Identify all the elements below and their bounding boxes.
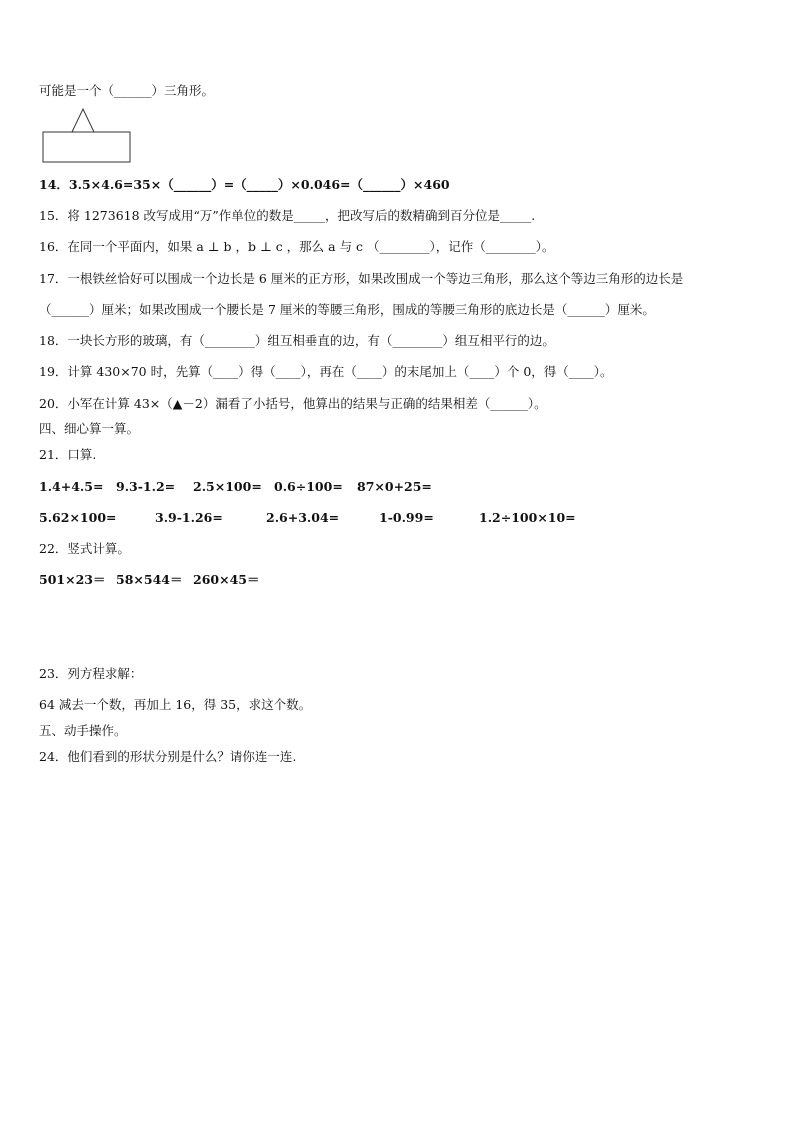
figure-rectangle [43, 132, 130, 162]
section-5-heading: 五、动手操作。 [39, 723, 127, 738]
question-14: 14．3.5×4.6=35×（______）=（_____）×0.046=（______）×460 [39, 177, 450, 192]
question-22: 22．竖式计算。 [39, 541, 130, 556]
oral-calc-item: 1-0.99= [379, 510, 434, 525]
oral-calc-item: 5.62×100= [39, 510, 117, 525]
question-15: 15．将 1273618 改写成用“万”作单位的数是_____，把改写后的数精确到百分位是_____. [39, 208, 536, 223]
oral-calc-item: 0.6÷100= [274, 479, 343, 494]
oral-calc-item: 3.9-1.26= [155, 510, 223, 525]
section-4-heading: 四、细心算一算。 [39, 421, 140, 436]
vertical-calc-item: 501×23＝ [39, 572, 106, 587]
vertical-calc-item: 58×544＝ [116, 572, 183, 587]
question-23: 23．列方程求解： [39, 666, 143, 681]
question-21: 21．口算. [39, 447, 97, 462]
oral-calc-item: 9.3-1.2= [116, 479, 176, 494]
vertical-calc-item: 260×45＝ [193, 572, 260, 587]
oral-calc-item: 2.6+3.04= [266, 510, 340, 525]
question-19: 19．计算 430×70 时，先算（____）得（____），再在（____）的末尾加上（____）个 0，得（____）。 [39, 364, 613, 379]
oral-calc-item: 1.4+4.5= [39, 479, 104, 494]
question-17-line-1: 17．一根铁丝恰好可以围成一个边长是 6 厘米的正方形，如果改围成一个等边三角形，那么这个等边三角形的边长是 [39, 271, 684, 286]
q13-tail-text: 可能是一个（______）三角形。 [39, 83, 215, 98]
oral-calc-item: 87×0+25= [357, 479, 432, 494]
oral-calc-item: 1.2÷100×10= [479, 510, 576, 525]
oral-calc-item: 2.5×100= [193, 479, 262, 494]
question-16: 16．在同一个平面内，如果 a ⊥ b ，b ⊥ c ，那么 a 与 c （________），记作（________）。 [39, 239, 555, 254]
question-17-line-2: （______）厘米；如果改围成一个腰长是 7 厘米的等腰三角形，围成的等腰三角形的底边长是（______）厘米。 [39, 302, 655, 317]
question-20: 20．小军在计算 43×（▲－2）漏看了小括号，他算出的结果与正确的结果相差（______）。 [39, 396, 547, 411]
figure-triangle [72, 109, 94, 132]
house-shape-figure [42, 104, 132, 166]
question-23-text: 64 减去一个数，再加上 16，得 35，求这个数。 [39, 697, 312, 712]
question-18: 18．一块长方形的玻璃，有（________）组互相垂直的边，有（________）组互相平行的边。 [39, 333, 555, 348]
question-24: 24．他们看到的形状分别是什么？请你连一连. [39, 749, 297, 764]
